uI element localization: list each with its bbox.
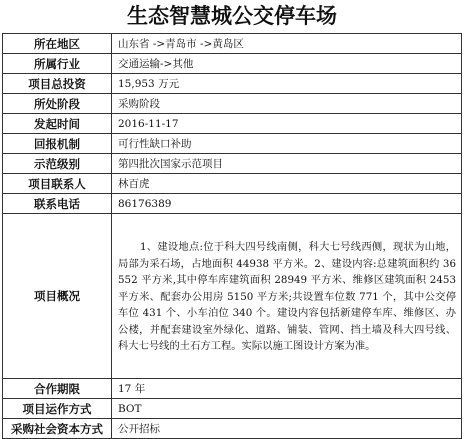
- row-value-total-investment: 15,953 万元: [112, 74, 462, 94]
- row-label-start-date: 发起时间: [3, 114, 112, 134]
- row-value-stage: 采购阶段: [112, 94, 462, 114]
- table-row: [3, 419, 462, 439]
- row-value-operation-mode: BOT: [112, 399, 462, 419]
- row-value-contact-person: 林百虎: [112, 174, 462, 194]
- table-row: [3, 74, 462, 94]
- row-label-contact-person: 项目联系人: [3, 174, 112, 194]
- row-value-start-date: 2016-11-17: [112, 114, 462, 134]
- table-row: [3, 114, 462, 134]
- row-value-procurement-method: 公开招标: [112, 419, 462, 439]
- table-row: [3, 54, 462, 74]
- row-label-region: 所在地区: [3, 34, 112, 54]
- row-label-total-investment: 项目总投资: [3, 74, 112, 94]
- table-row: [3, 94, 462, 114]
- row-value-term: 17 年: [112, 379, 462, 399]
- table-row: [3, 174, 462, 194]
- table-row: [3, 34, 462, 54]
- table-row: [3, 379, 462, 399]
- row-label-return-mechanism: 回报机制: [3, 134, 112, 154]
- row-value-phone: 86176389: [112, 194, 462, 214]
- project-info-table: [2, 33, 462, 439]
- row-label-phone: 联系电话: [3, 194, 112, 214]
- table-row: [3, 399, 462, 419]
- page-title: 生态智慧城公交停车场: [127, 4, 337, 28]
- row-value-region: 山东省 ->青岛市 ->黄岛区: [112, 34, 462, 54]
- row-label-procurement-method: 采购社会资本方式: [3, 419, 112, 439]
- table-row: [3, 134, 462, 154]
- row-label-stage: 所处阶段: [3, 94, 112, 114]
- row-label-term: 合作期限: [3, 379, 112, 399]
- row-label-operation-mode: 项目运作方式: [3, 399, 112, 419]
- table-row: [3, 194, 462, 214]
- row-label-overview: 项目概况: [3, 214, 112, 379]
- table-row: [3, 214, 462, 379]
- row-label-industry: 所属行业: [3, 54, 112, 74]
- row-value-overview: [112, 214, 462, 379]
- row-value-industry: 交通运输->其他: [112, 54, 462, 74]
- table-row: [3, 154, 462, 174]
- row-value-demo-level: 第四批次国家示范项目: [112, 154, 462, 174]
- overview-text: 1、建设地点:位于科大四号线南侧，科大七号线西侧，现状为山地，局部为采石场，占地面积 44938 平方米。2、建设内容:总建筑面积约 36552 平方米,其中停车库建筑面积 28949 平方米、维修区建筑面积 2453 平方米、配套办公用房 5150 平方米;共设置车位数 771 个，其中公交停车位 431 个、小车泊位 340 个。建设内容包括新建停车库、维修区、办公楼，并配套建设室外绿化、道路、铺装、管网、挡土墙及科大四号线、科大七号线的土石方工程。实际以施工图设计方案为准。: [118, 240, 456, 353]
- row-value-return-mechanism: 可行性缺口补助: [112, 134, 462, 154]
- row-label-demo-level: 示范级别: [3, 154, 112, 174]
